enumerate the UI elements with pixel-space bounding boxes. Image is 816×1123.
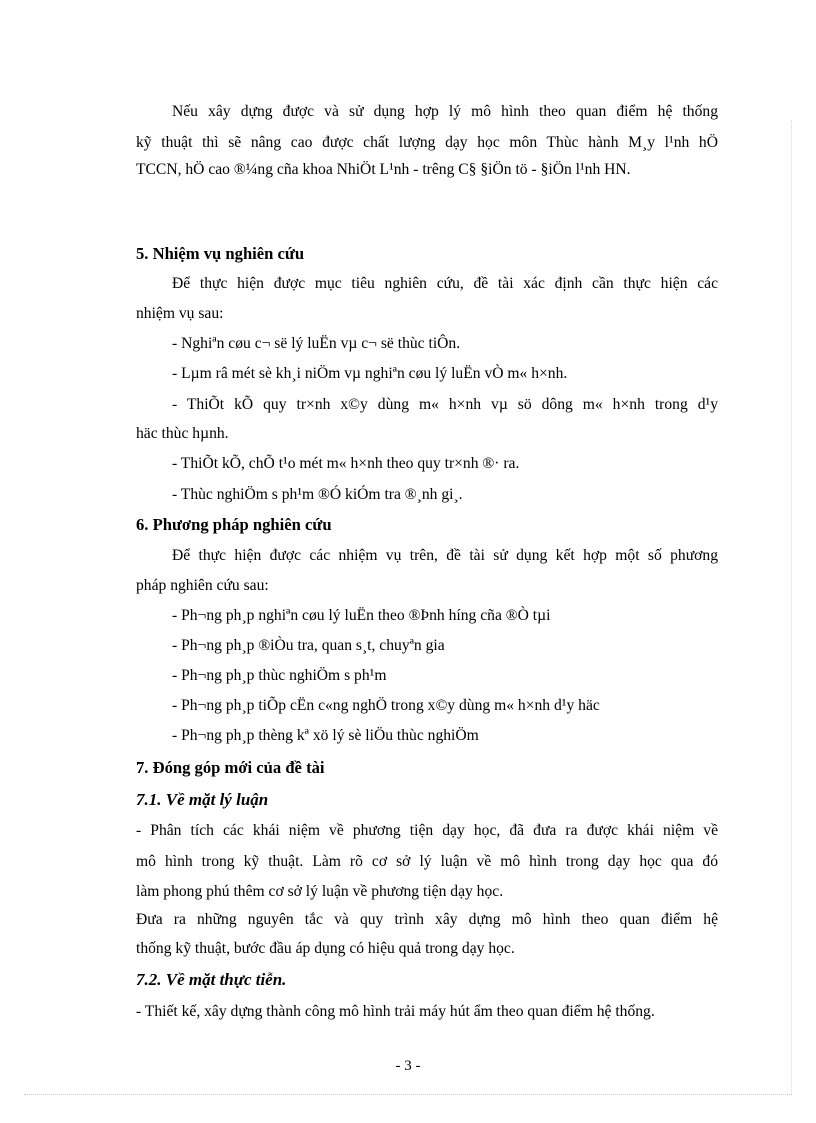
paragraph-line: - Phân tích các khái niệm về phương tiện dạy học, đã đưa ra được khái niệm về bbox=[136, 822, 718, 839]
intro-line: kỹ thuật thì sẽ nâng cao được chất lượng dạy học môn Thùc hành M¸y l¹nh hÖ bbox=[136, 134, 718, 151]
list-item: häc thùc hµnh. bbox=[136, 425, 229, 442]
list-item: - ThiÕt kÕ quy tr×nh x©y dùng m« h×nh vµ sö dông m« h×nh trong d¹y bbox=[172, 396, 718, 413]
paragraph-line: mô hình trong kỹ thuật. Làm rõ cơ sở lý luận về mô hình trong dạy học qua đó bbox=[136, 853, 718, 870]
section-6-heading: 6. Phương pháp nghiên cứu bbox=[136, 515, 332, 534]
list-item: - Ph¬ng ph¸p nghiªn cøu lý luËn theo ®Þnh híng cña ®Ò tµi bbox=[172, 607, 551, 624]
paragraph-line: Để thực hiện được các nhiệm vụ trên, đề tài sử dụng kết hợp một số phương bbox=[172, 547, 718, 564]
list-item: - Lµm râ mét sè kh¸i niÖm vµ nghiªn cøu lý luËn vÒ m« h×nh. bbox=[172, 365, 568, 382]
paragraph-line: pháp nghiên cứu sau: bbox=[136, 577, 269, 594]
intro-line: TCCN, hÖ cao ®¼ng cña khoa NhiÖt L¹nh - trêng C§ §iÖn tö - §iÖn l¹nh HN. bbox=[136, 161, 631, 178]
list-item: - Ph¬ng ph¸p thèng kª xö lý sè liÖu thùc nghiÖm bbox=[172, 727, 479, 744]
paragraph-line: nhiệm vụ sau: bbox=[136, 305, 224, 322]
page-border-bottom bbox=[24, 1094, 792, 1095]
list-item: - Ph¬ng ph¸p ®iÒu tra, quan s¸t, chuyªn gia bbox=[172, 637, 445, 654]
list-item: - Ph¬ng ph¸p tiÕp cËn c«ng nghÖ trong x©y dùng m« h×nh d¹y häc bbox=[172, 697, 600, 714]
paragraph-line: thống kỹ thuật, bước đầu áp dụng có hiệu quả trong dạy học. bbox=[136, 940, 515, 957]
list-item: - Nghiªn cøu c¬ së lý luËn vµ c¬ së thùc tiÔn. bbox=[172, 335, 461, 352]
paragraph-line: Đưa ra những nguyên tắc và quy trình xây dựng mô hình theo quan điểm hệ bbox=[136, 911, 718, 928]
paragraph-line: - Thiết kế, xây dựng thành công mô hình trải máy hút ẩm theo quan điểm hệ thống. bbox=[136, 1003, 655, 1020]
page-number: - 3 - bbox=[395, 1058, 421, 1074]
list-item: - Thùc nghiÖm s ph¹m ®Ó kiÓm tra ®¸nh gi¸. bbox=[172, 486, 463, 503]
section-7-heading: 7. Đóng góp mới của đề tài bbox=[136, 758, 325, 777]
section-7-1-heading: 7.1. Về mặt lý luận bbox=[136, 790, 269, 809]
paragraph-line: làm phong phú thêm cơ sở lý luận về phương tiện dạy học. bbox=[136, 883, 504, 900]
section-7-2-heading: 7.2. Về mặt thực tiễn. bbox=[136, 970, 287, 989]
paragraph-line: Để thực hiện được mục tiêu nghiên cứu, đề tài xác định cần thực hiện các bbox=[172, 275, 718, 292]
list-item: - Ph¬ng ph¸p thùc nghiÖm s ph¹m bbox=[172, 667, 387, 684]
section-5-heading: 5. Nhiệm vụ nghiên cứu bbox=[136, 244, 305, 263]
page-border-right bbox=[791, 120, 792, 1094]
list-item: - ThiÕt kÕ, chÕ t¹o mét m« h×nh theo quy tr×nh ®· ra. bbox=[172, 455, 520, 472]
intro-line: Nếu xây dựng được và sử dụng hợp lý mô hình theo quan điểm hệ thống bbox=[172, 103, 718, 120]
